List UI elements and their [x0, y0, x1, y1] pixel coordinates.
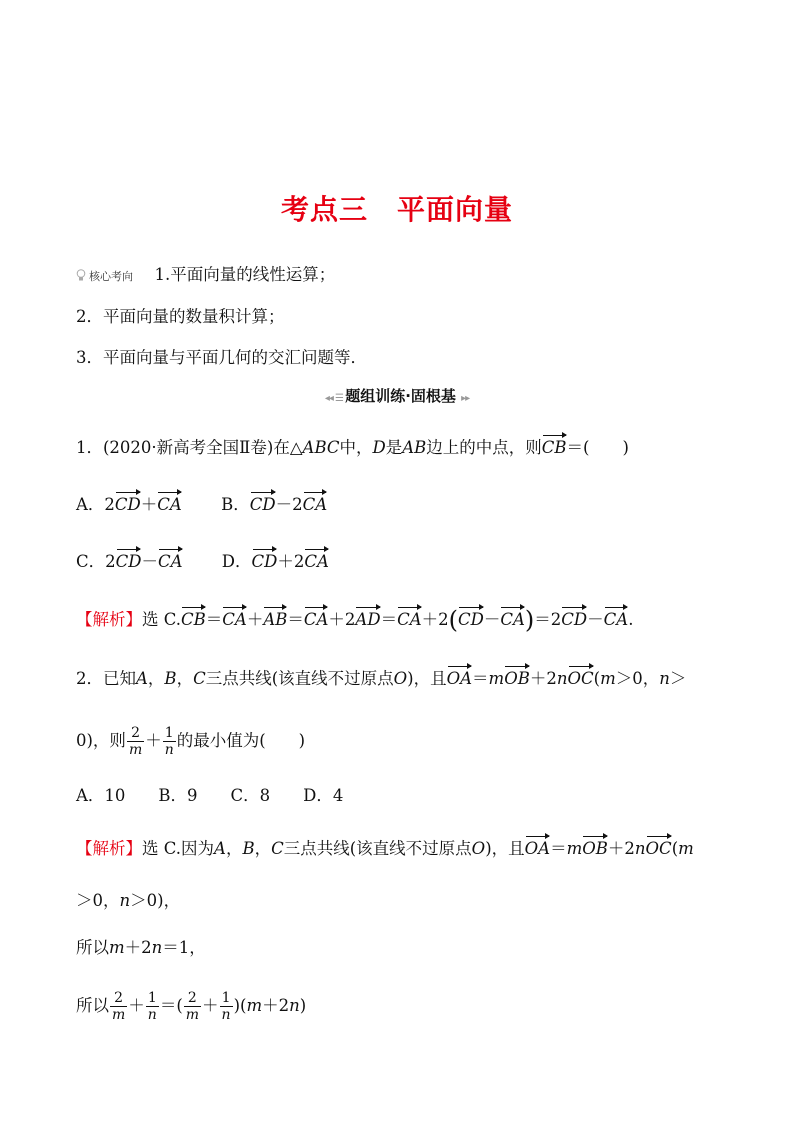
fraction-2-over-m: $\frac{2}{m}$	[128, 725, 143, 758]
q2-stem-line2: 0)，则 $\frac{2}{m}$ ＋ $\frac{1}{n}$ 的最小值为( )	[76, 725, 306, 758]
q1-option-a: A．2CD＋CA	[76, 495, 182, 514]
q1-options-ab	[76, 490, 327, 516]
q1-option-c: C．2CD－CA	[76, 552, 183, 571]
core-label-text: 核心考向	[89, 270, 133, 283]
banner-text: 题组训练·固根基	[345, 387, 456, 405]
q1-options-cd	[76, 547, 329, 573]
banner-decoration-right: ▸▸	[461, 393, 470, 404]
q1-stem: 1．(2020·新高考全国Ⅱ卷)在△ABC中，D是AB边上的中点，则CB＝( )	[76, 433, 629, 459]
page-title: 考点三 平面向量	[280, 193, 513, 226]
lightbulb-icon	[76, 269, 86, 282]
core-item-2: 2．平面向量的数量积计算；	[76, 307, 285, 326]
core-section	[76, 264, 335, 288]
q2-analysis-line4: 所以 $\frac{2}{m}$ ＋ $\frac{1}{n}$ ＝( $\frac{2}{m}$ ＋ $\frac{1}{n}$ )(m＋2n)	[76, 990, 307, 1023]
section-banner	[0, 385, 794, 406]
core-item-1: 1.平面向量的线性运算；	[154, 265, 336, 284]
analysis-badge: 【解析】	[76, 839, 142, 858]
banner-decoration-left: ◂◂ ☰	[324, 393, 346, 404]
q1-analysis: 【解析】选 C.CB＝CA＋AB＝CA＋2AD＝CA＋2(CD－CA)＝2CD－CA.	[76, 606, 634, 634]
core-label	[76, 270, 137, 283]
q2-analysis-line2: ＞0，n＞0)，	[76, 891, 181, 910]
q1-option-b: B．CD－2CA	[221, 495, 327, 514]
q2-analysis-line1: 【解析】选 C.因为A，B，C三点共线(该直线不过原点O)，且OA＝mOB＋2nOC(m	[76, 834, 694, 860]
core-item-3: 3．平面向量与平面几何的交汇问题等．	[76, 348, 367, 367]
q2-analysis-line3: 所以m＋2n＝1，	[76, 938, 206, 957]
vector-cb: CB	[542, 433, 567, 459]
fraction-1-over-n: $\frac{1}{n}$	[164, 725, 174, 758]
q2-stem-line1: 2．已知A，B，C三点共线(该直线不过原点O)，且OA＝mOB＋2nOC(m＞0，n＞	[76, 664, 686, 690]
q2-options: A．10 B．9 C．8 D．4	[76, 786, 344, 805]
analysis-badge: 【解析】	[76, 610, 142, 629]
q1-option-d: D．CD＋2CA	[222, 552, 329, 571]
